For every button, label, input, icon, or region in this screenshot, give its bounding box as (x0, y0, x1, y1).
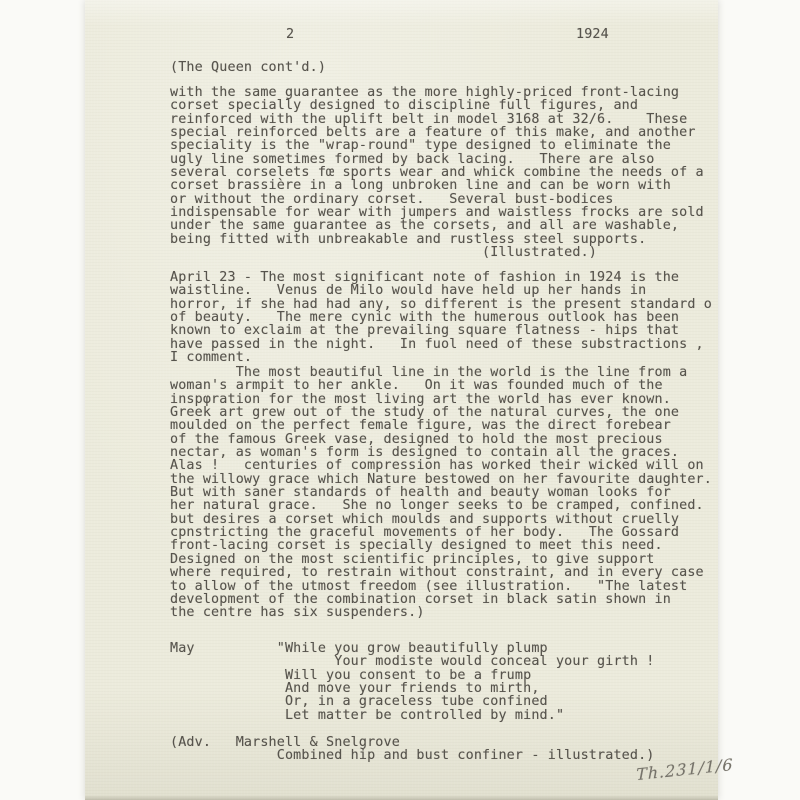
text-line: development of the combination corset in black satin shown in (170, 591, 671, 607)
text-line: the willowy grace which Nature bestowed on her favourite daughter. (170, 471, 712, 487)
text-line: Greek art grew out of the study of the natural curves, the one (170, 405, 680, 421)
text-line: have passed in the night. In fuol need of these substractions , (170, 336, 704, 352)
text-line: several corselets fœ sports wear and whick combine the needs of a (170, 165, 704, 181)
text-line: her natural grace. She no longer seeks to be cramped, confined. (170, 498, 704, 514)
text-line: special reinforced belts are a feature of this make, and another (170, 125, 696, 141)
text-line: Combined hip and bust confiner - illustrated.) (170, 748, 655, 764)
text-line: April 23 - The most significant note of fashion in 1924 is the (170, 270, 680, 285)
text-line: cpnstricting the graceful movements of her body. The Gossard (170, 525, 680, 541)
text-line: waistline. Venus de Milo would have held up her hands in (170, 283, 647, 299)
paragraph-1 (170, 86, 704, 259)
text-line: corset brassière in a long unbroken line and can be worn with (170, 178, 671, 194)
poem-line: Or, in a graceless tube confined (170, 694, 548, 710)
text-line: I comment. (170, 350, 253, 366)
text-line: corset specially designed to discipline full figures, and (170, 98, 639, 114)
advert-note (170, 736, 655, 763)
continuation-heading: (The Queen cont'd.) (170, 60, 327, 75)
text-line: Alas ! centuries of compression has worked their wicked will on (170, 458, 704, 474)
text-line: of beauty. The mere cynic with the humerous outlook has been (170, 310, 680, 326)
text-line: reinforced with the uplift belt in model 3168 at 32/6. These (170, 111, 688, 127)
text-line: The most beautiful line in the world is the line from a (170, 365, 688, 380)
paragraph-2 (170, 271, 712, 364)
page-number: 2 (286, 27, 295, 42)
text-line: to allow of the utmost freedom (see illustration. "The latest (170, 578, 688, 594)
text-line: where required, to restrain without constraint, and in every case (170, 565, 704, 581)
text-line: inspφration for the most living art the world has ever known. (170, 391, 671, 407)
text-line: (Adv. Marshell & Snelgrove (170, 735, 400, 750)
text-line: horror, if she had had any, so different is the present standard o (170, 296, 712, 312)
poem-line: Let matter be controlled by mind." (170, 707, 565, 723)
text-line: or without the ordinary corset. Several bust-bodices (170, 191, 614, 207)
text-line: but desires a corset which moulds and supports without cruelly (170, 511, 680, 527)
poem-line: And move your friends to mirth, (170, 681, 540, 697)
archive-reference-handwritten: Th.231/1/6 (636, 754, 734, 785)
text-line: under the same guarantee as the corsets, and all are washable, (170, 218, 680, 234)
year-label: 1924 (576, 27, 609, 42)
text-line: of the famous Greek vase, designed to hold the most precious (170, 431, 663, 447)
text-line: But with saner standards of health and beauty woman looks for (170, 485, 671, 501)
text-line: ugly line sometimes formed by back lacing. There are also (170, 151, 655, 167)
text-line: the centre has six suspenders.) (170, 605, 425, 621)
poem-line: Your modiste would conceal your girth ! (170, 654, 655, 670)
poem-line: May "While you grow beautifully plump (170, 641, 548, 656)
text-line: nectar, as woman's form is designed to contain all the graces. (170, 445, 680, 461)
text-line: indispensable for wear with jumpers and waistless frocks are sold (170, 205, 704, 221)
illustrated-note: (Illustrated.) (170, 245, 598, 261)
text-line: speciality is the "wrap-round" type designed to eliminate the (170, 138, 671, 154)
text-line: Designed on the most scientific principles, to give support (170, 551, 655, 567)
text-line: known to exclaim at the prevailing square flatness - hips that (170, 323, 680, 339)
scanned-paper-sheet (85, 0, 718, 800)
paragraph-3 (170, 366, 712, 620)
text-line: being fitted with unbreakable and rustless steel supports. (170, 231, 647, 247)
text-line: front-lacing corset is specially designed to meet this need. (170, 538, 663, 554)
poem-may (170, 642, 655, 722)
text-line: moulded on the perfect female figure, was the direct forebear (170, 418, 671, 434)
text-line: woman's armpit to her ankle. On it was founded much of the (170, 378, 663, 394)
poem-line: Will you consent to be a frump (170, 667, 532, 683)
text-line: with the same guarantee as the more highly-priced front-lacing (170, 85, 680, 100)
